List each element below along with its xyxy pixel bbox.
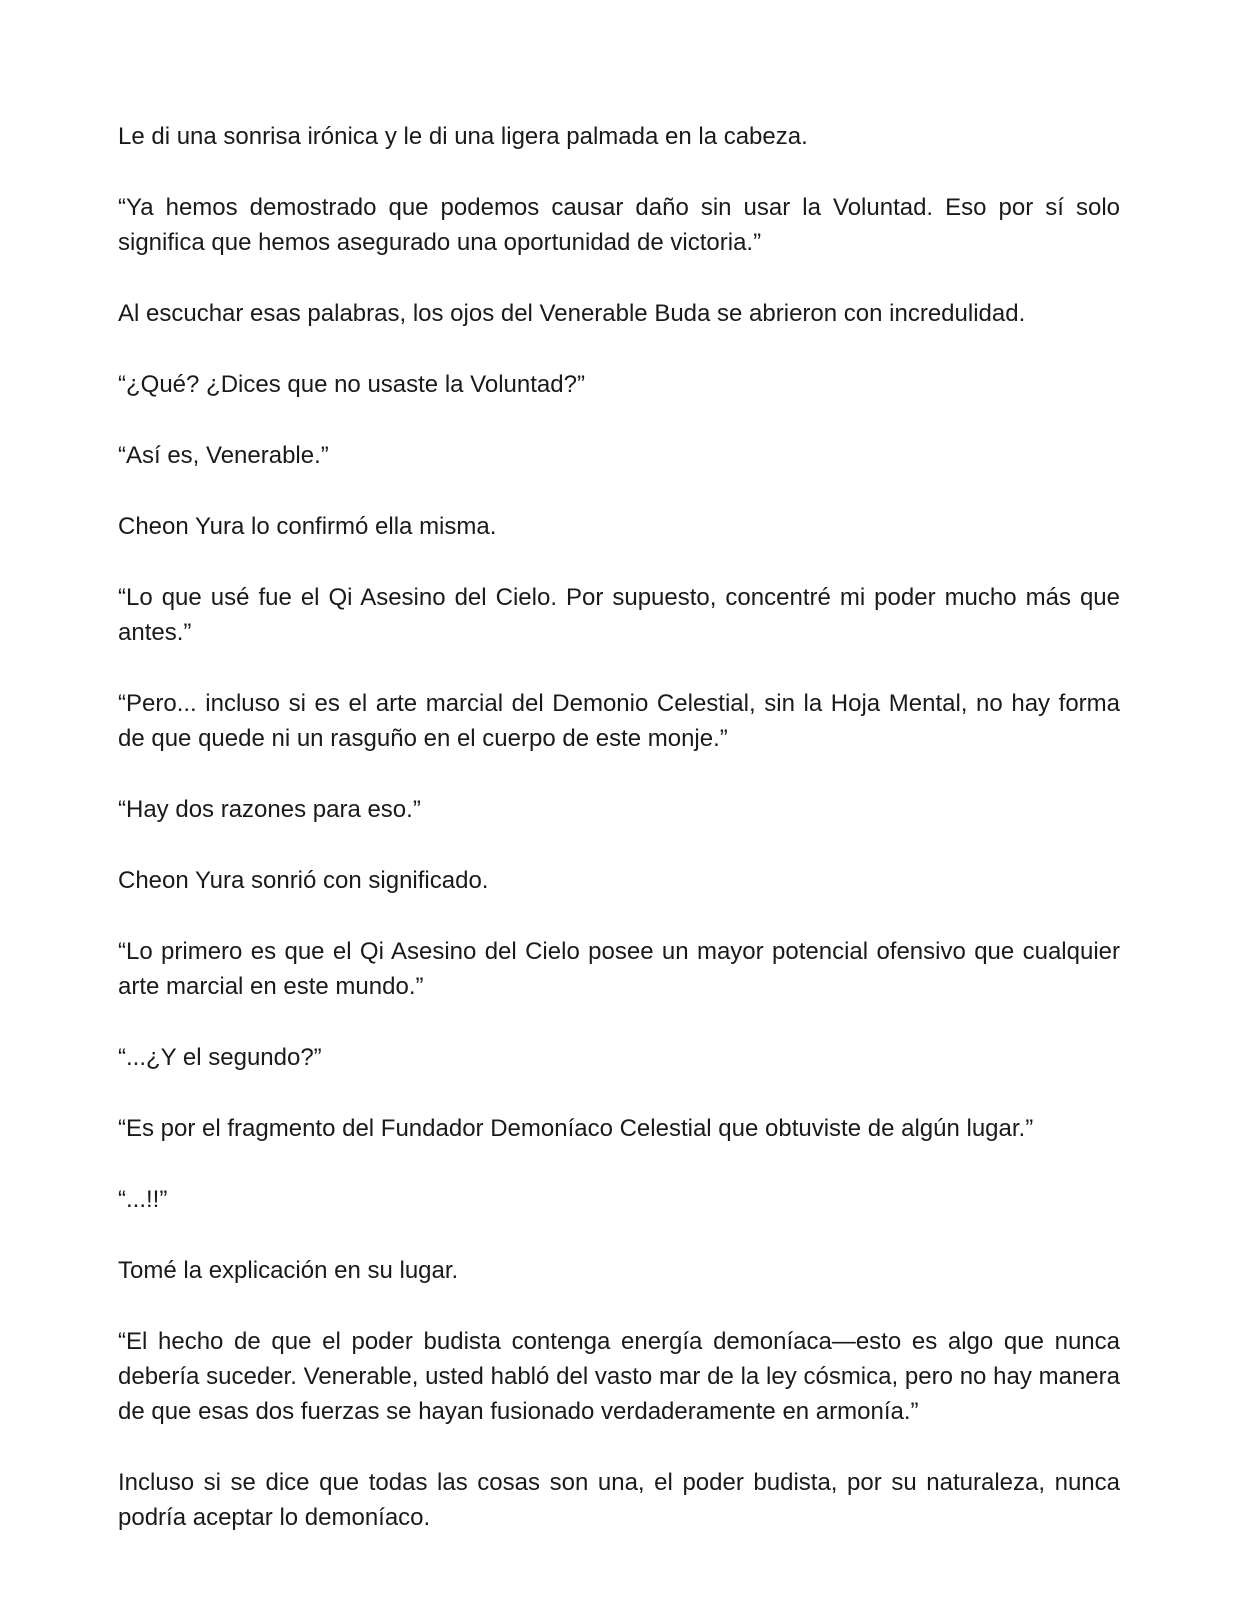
paragraph-8: “Pero... incluso si es el arte marcial del Demonio Celestial, sin la Hoja Mental, no hay forma de que quede ni un rasguño en el cuerpo de este monje.” [118,690,1120,752]
paragraph-14: “...!!” [118,1186,168,1213]
paragraph-13: “Es por el fragmento del Fundador Demoníaco Celestial que obtuviste de algún lugar.” [118,1115,1034,1142]
paragraph-7: “Lo que usé fue el Qi Asesino del Cielo. Por supuesto, concentré mi poder mucho más que antes.” [118,584,1120,646]
paragraph-11: “Lo primero es que el Qi Asesino del Cielo posee un mayor potencial ofensivo que cualquier arte marcial en este mundo.” [118,938,1120,1000]
paragraph-4: “¿Qué? ¿Dices que no usaste la Voluntad?” [118,371,585,398]
paragraph-9: “Hay dos razones para eso.” [118,796,421,823]
document-body [118,119,1120,1535]
paragraph-10: Cheon Yura sonrió con significado. [118,867,489,894]
paragraph-15: Tomé la explicación en su lugar. [118,1257,459,1284]
paragraph-2: “Ya hemos demostrado que podemos causar daño sin usar la Voluntad. Eso por sí solo significa que hemos asegurado una oportunidad de victoria.” [118,194,1120,256]
paragraph-3: Al escuchar esas palabras, los ojos del Venerable Buda se abrieron con incredulidad. [118,300,1026,327]
paragraph-6: Cheon Yura lo confirmó ella misma. [118,513,497,540]
paragraph-12: “...¿Y el segundo?” [118,1044,322,1071]
paragraph-16: “El hecho de que el poder budista contenga energía demoníaca—esto es algo que nunca debería suceder. Venerable, usted habló del vasto mar de la ley cósmica, pero no hay manera de que esas dos fuerzas se hayan fusionado verdaderamente en armonía.” [118,1328,1120,1425]
paragraph-5: “Así es, Venerable.” [118,442,329,469]
paragraph-1: Le di una sonrisa irónica y le di una ligera palmada en la cabeza. [118,123,808,150]
paragraph-17: Incluso si se dice que todas las cosas son una, el poder budista, por su naturaleza, nunca podría aceptar lo demoníaco. [118,1469,1120,1531]
